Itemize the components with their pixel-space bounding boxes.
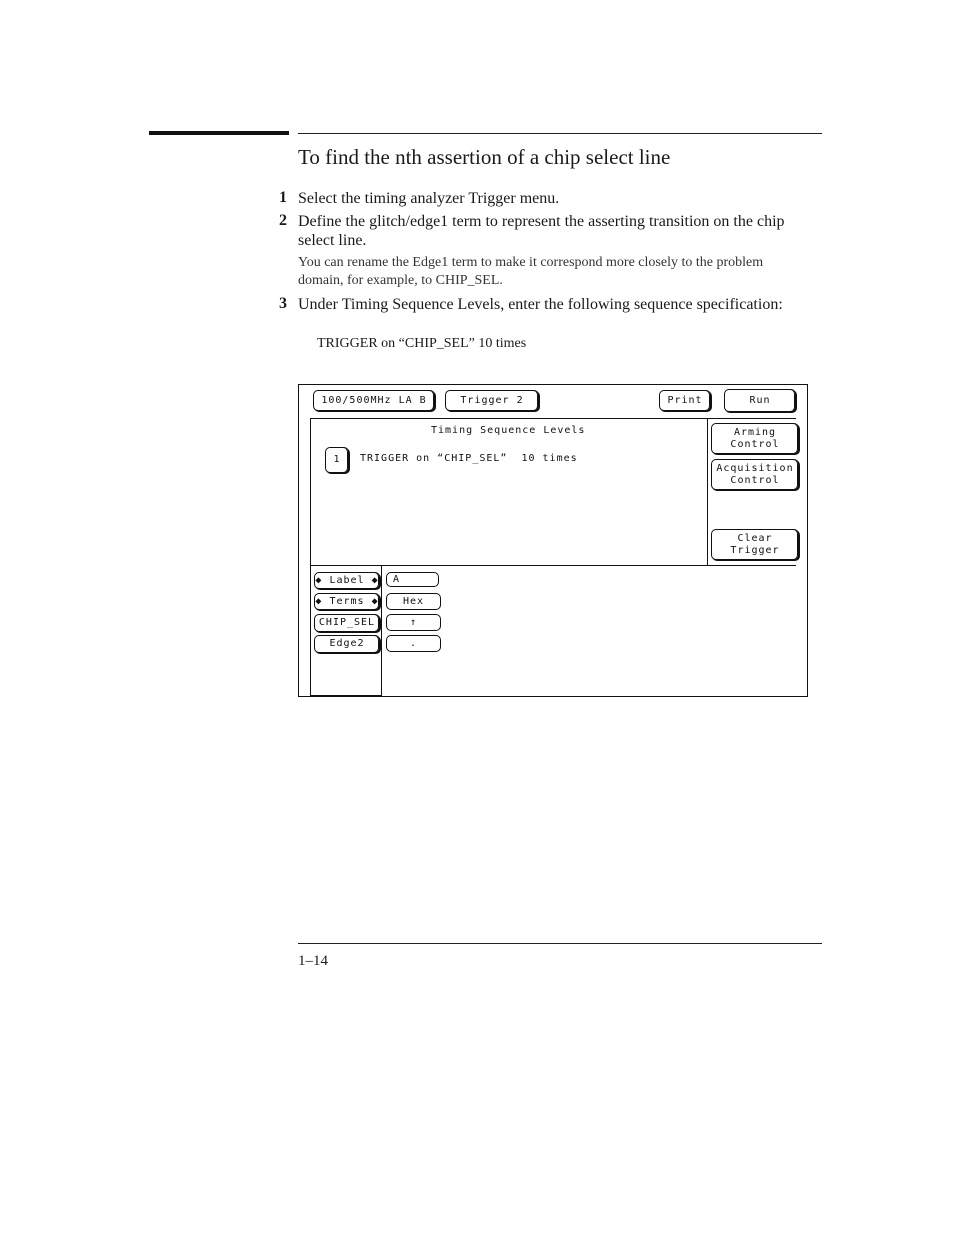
- label-value-field[interactable]: A: [386, 572, 439, 587]
- trigger-menu-button[interactable]: Trigger 2: [445, 390, 539, 411]
- acquisition-control-button[interactable]: Acquisition Control: [711, 459, 799, 490]
- page-title: To find the nth assertion of a chip select line: [298, 145, 671, 169]
- term-column-edge: [310, 566, 311, 696]
- step-2-number: 2: [279, 212, 287, 229]
- sequence-specification: TRIGGER on “CHIP_SEL” 10 times: [317, 336, 527, 351]
- print-button[interactable]: Print: [659, 390, 711, 411]
- term-edge2-button[interactable]: Edge2: [314, 635, 380, 653]
- panel-bottom-divider: [310, 565, 796, 566]
- footer-rule: [298, 943, 822, 944]
- analyzer-select-button[interactable]: 100/500MHz LA B: [313, 390, 435, 411]
- arming-control-button[interactable]: Arming Control: [711, 423, 799, 454]
- edge2-value-field[interactable]: .: [386, 635, 441, 652]
- step-2-note: You can rename the Edge1 term to make it correspond more closely to the problem domain, for example, to CHIP_SEL.: [298, 255, 764, 288]
- section-rule-thin: [298, 133, 822, 134]
- clear-trigger-button[interactable]: Clear Trigger: [711, 529, 799, 560]
- section-rule-thick: [149, 131, 289, 135]
- terms-selector-button[interactable]: ◆ Terms ◆: [314, 593, 380, 610]
- step-2-text: Define the glitch/edge1 term to represent the asserting transition on the chip select line.: [298, 213, 785, 249]
- term-column-bottom: [310, 695, 381, 696]
- sequence-levels-title: Timing Sequence Levels: [431, 425, 586, 436]
- step-3-number: 3: [279, 295, 287, 312]
- step-1-number: 1: [279, 189, 287, 206]
- base-value-field[interactable]: Hex: [386, 593, 441, 610]
- step-1-text: Select the timing analyzer Trigger menu.: [298, 190, 560, 207]
- chip-sel-edge-field[interactable]: ↑: [386, 614, 441, 631]
- term-chip-sel-button[interactable]: CHIP_SEL: [314, 614, 380, 632]
- run-button[interactable]: Run: [724, 389, 796, 412]
- level-1-button[interactable]: 1: [325, 447, 349, 473]
- step-3-text: Under Timing Sequence Levels, enter the following sequence specification:: [298, 296, 783, 313]
- label-selector-button[interactable]: ◆ Label ◆: [314, 572, 380, 589]
- page-number: 1–14: [298, 953, 328, 969]
- term-column-divider: [381, 566, 382, 696]
- analyzer-screen: [298, 384, 808, 697]
- panel-divider: [707, 418, 708, 565]
- level-1-text: TRIGGER on “CHIP_SEL” 10 times: [360, 453, 578, 464]
